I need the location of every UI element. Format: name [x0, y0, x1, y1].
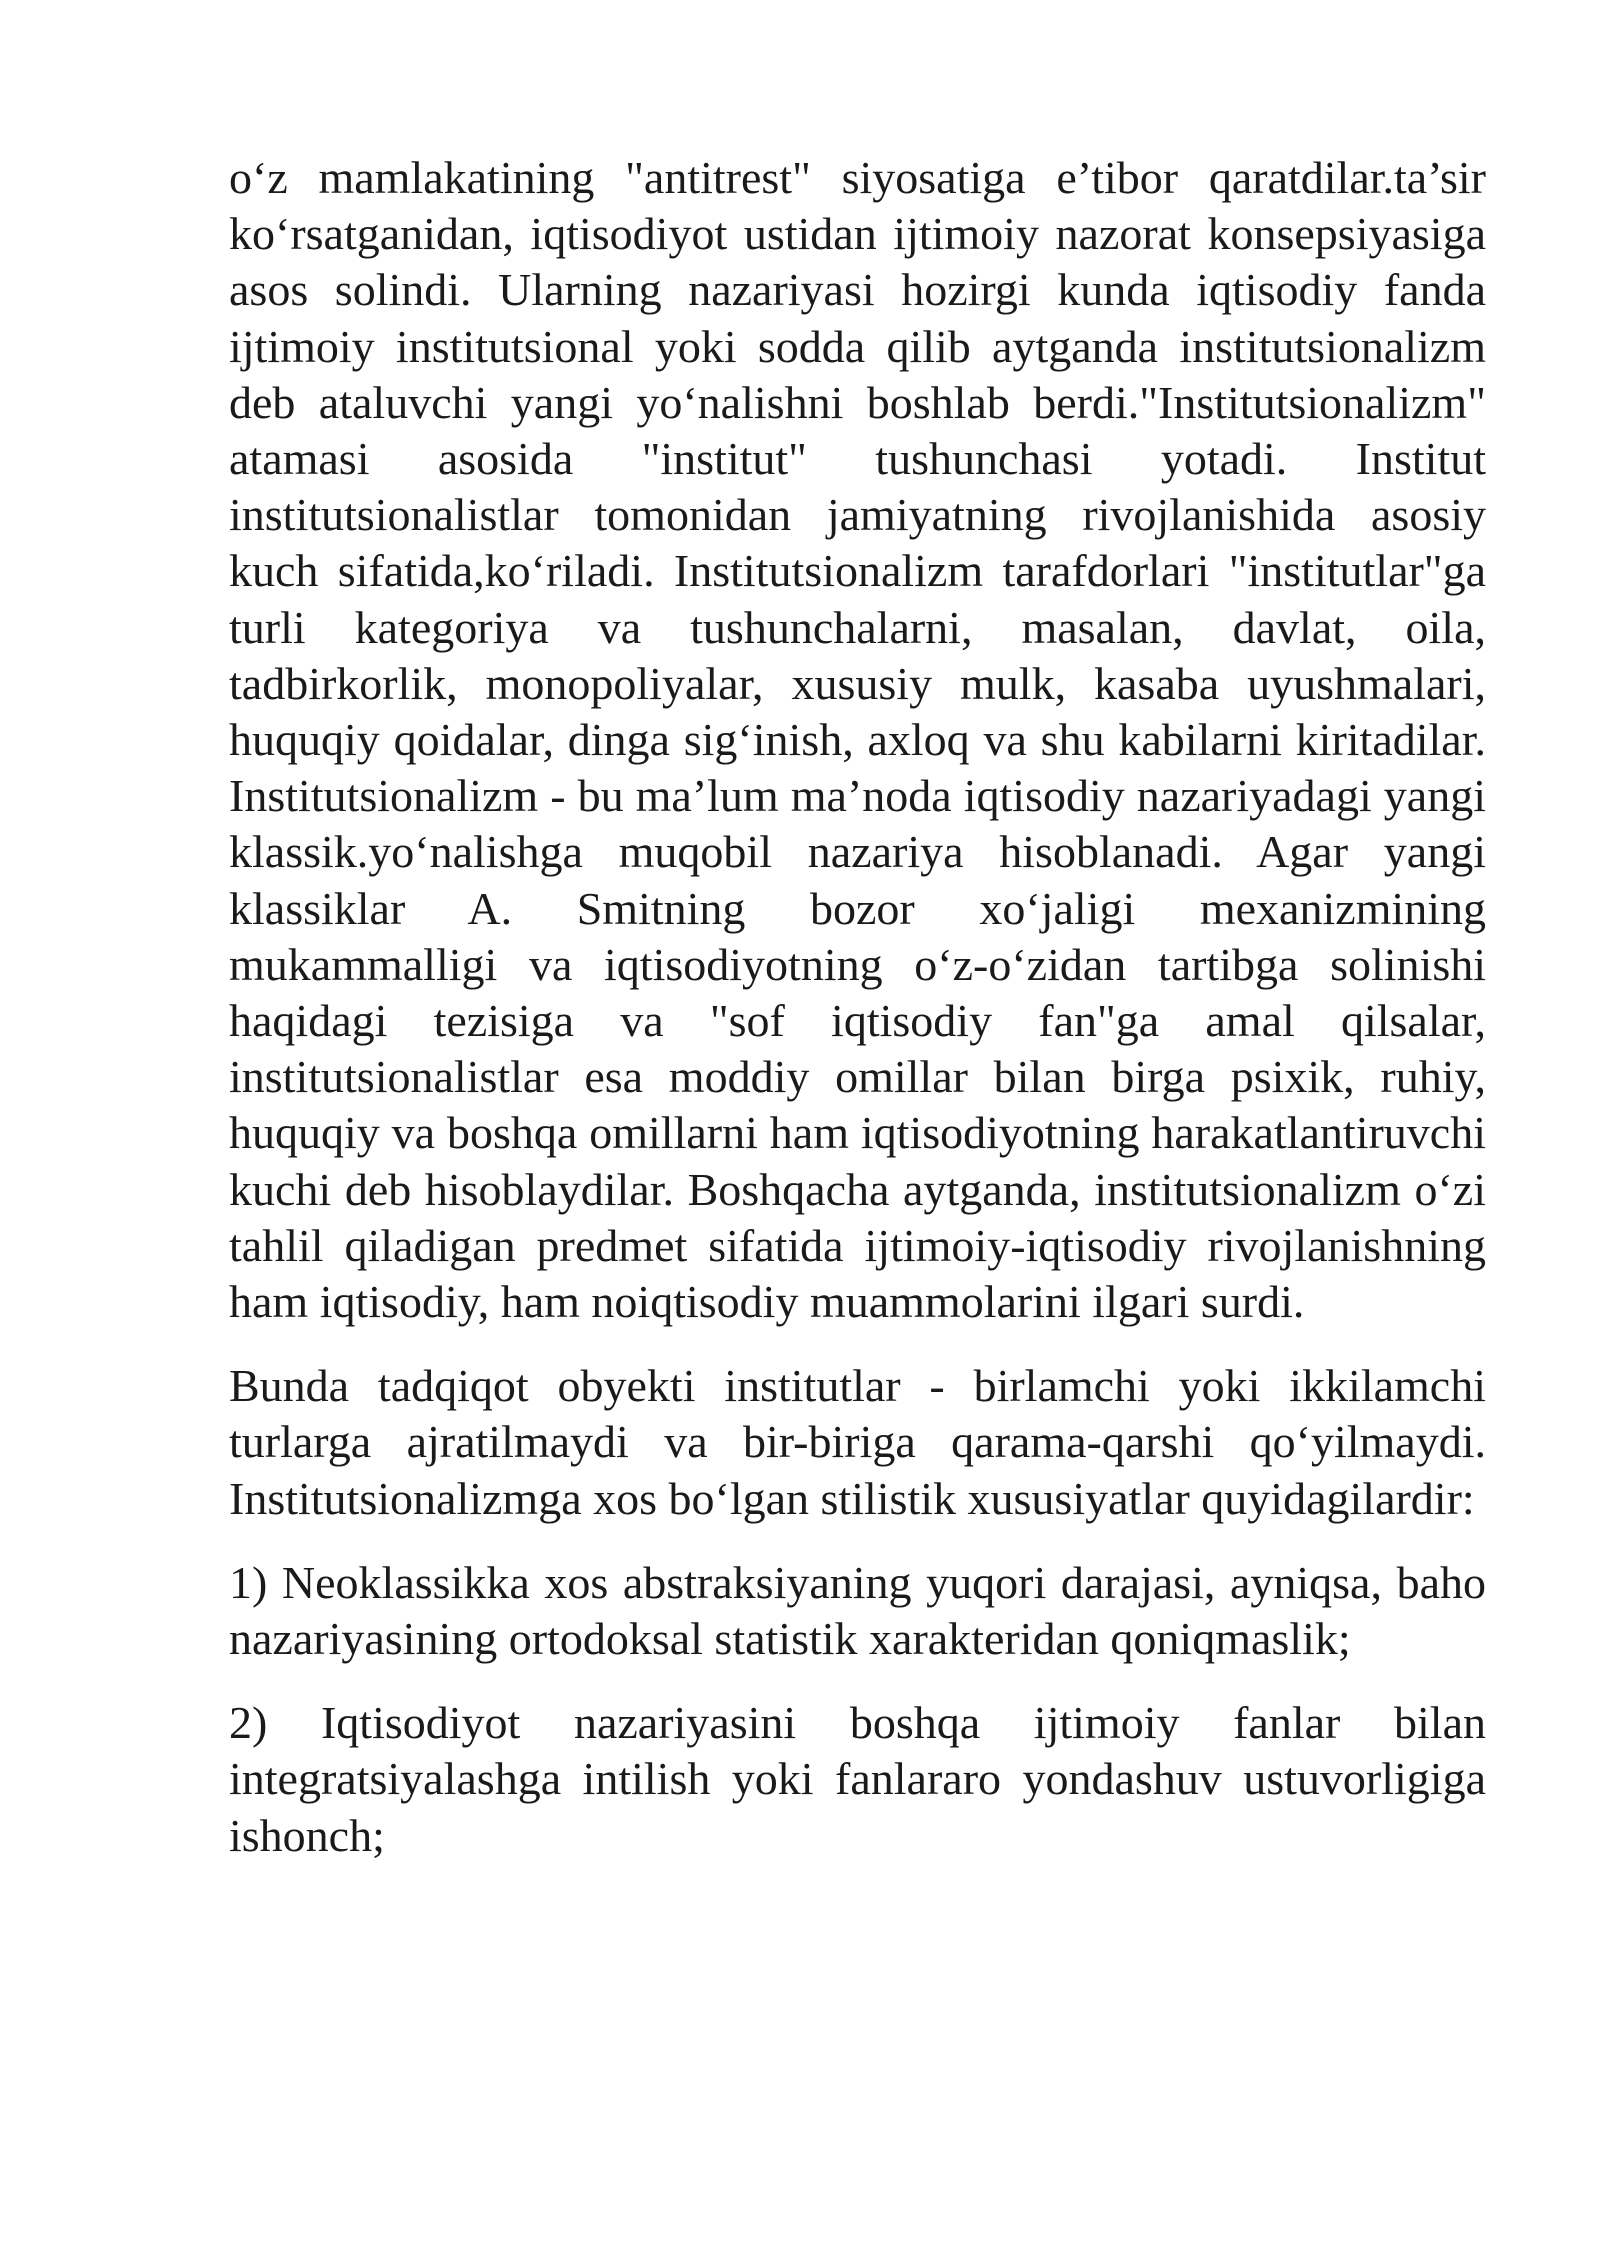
- list-item-2: 2) Iqtisodiyot nazariyasini boshqa ijtimoiy fanlar bilan integratsiyalashga intilish yoki fanlararo yondashuv ustuvorligiga ishonch;: [229, 1697, 1486, 1861]
- body-paragraph-2: Bunda tadqiqot obyekti institutlar - birlamchi yoki ikkilamchi turlarga ajratilmaydi va bir-biriga qarama-qarshi qo‘yilmaydi. Institutsionalizmga xos bo‘lgan stilistik xususiyatlar quyidagilardir:: [229, 1360, 1486, 1524]
- document-page: [229, 150, 1486, 1892]
- body-paragraph-1: o‘z mamlakatining "antitrest" siyosatiga e’tibor qaratdilar.ta’sir ko‘rsatganidan, iqtisodiyot ustidan ijtimoiy nazorat konsepsiyasiga asos solindi. Ularning nazariyasi hozirgi kunda iqtisodiy fanda ijtimoiy institutsional yoki sodda qilib aytganda institutsionalizm deb ataluvchi yangi yo‘nalishni boshlab berdi."Institutsionalizm" atamasi asosida "institut" tushunchasi yotadi. Institut institutsionalistlar tomonidan jamiyatning rivojlanishida asosiy kuch sifatida,ko‘riladi. Institutsionalizm tarafdorlari "institutlar"ga turli kategoriya va tushunchalarni, masalan, davlat, oila, tadbirkorlik, monopoliyalar, xususiy mulk, kasaba uyushmalari, huquqiy qoidalar, dinga sig‘inish, axloq va shu kabilarni kiritadilar. Institutsionalizm - bu ma’lum ma’noda iqtisodiy nazariyadagi yangi klassik.yo‘nalishga muqobil nazariya hisoblanadi. Agar yangi klassiklar A. Smitning bozor xo‘jaligi mexanizmining mukammalligi va iqtisodiyotning o‘z-o‘zidan tartibga solinishi haqidagi tezisiga va "sof iqtisodiy fan"ga amal qilsalar, institutsionalistlar esa moddiy omillar bilan birga psixik, ruhiy, huquqiy va boshqa omillarni ham iqtisodiyotning harakatlantiruvchi kuchi deb hisoblaydilar. Boshqacha aytganda, institutsionalizm o‘zi tahlil qiladigan predmet sifatida ijtimoiy-iqtisodiy rivojlanishning ham iqtisodiy, ham noiqtisodiy muammolarini ilgari surdi.: [229, 152, 1486, 1328]
- list-item-1: 1) Neoklassikka xos abstraksiyaning yuqori darajasi, ayniqsa, baho nazariyasining ortodoksal statistik xarakteridan qoniqmaslik;: [229, 1556, 1486, 1665]
